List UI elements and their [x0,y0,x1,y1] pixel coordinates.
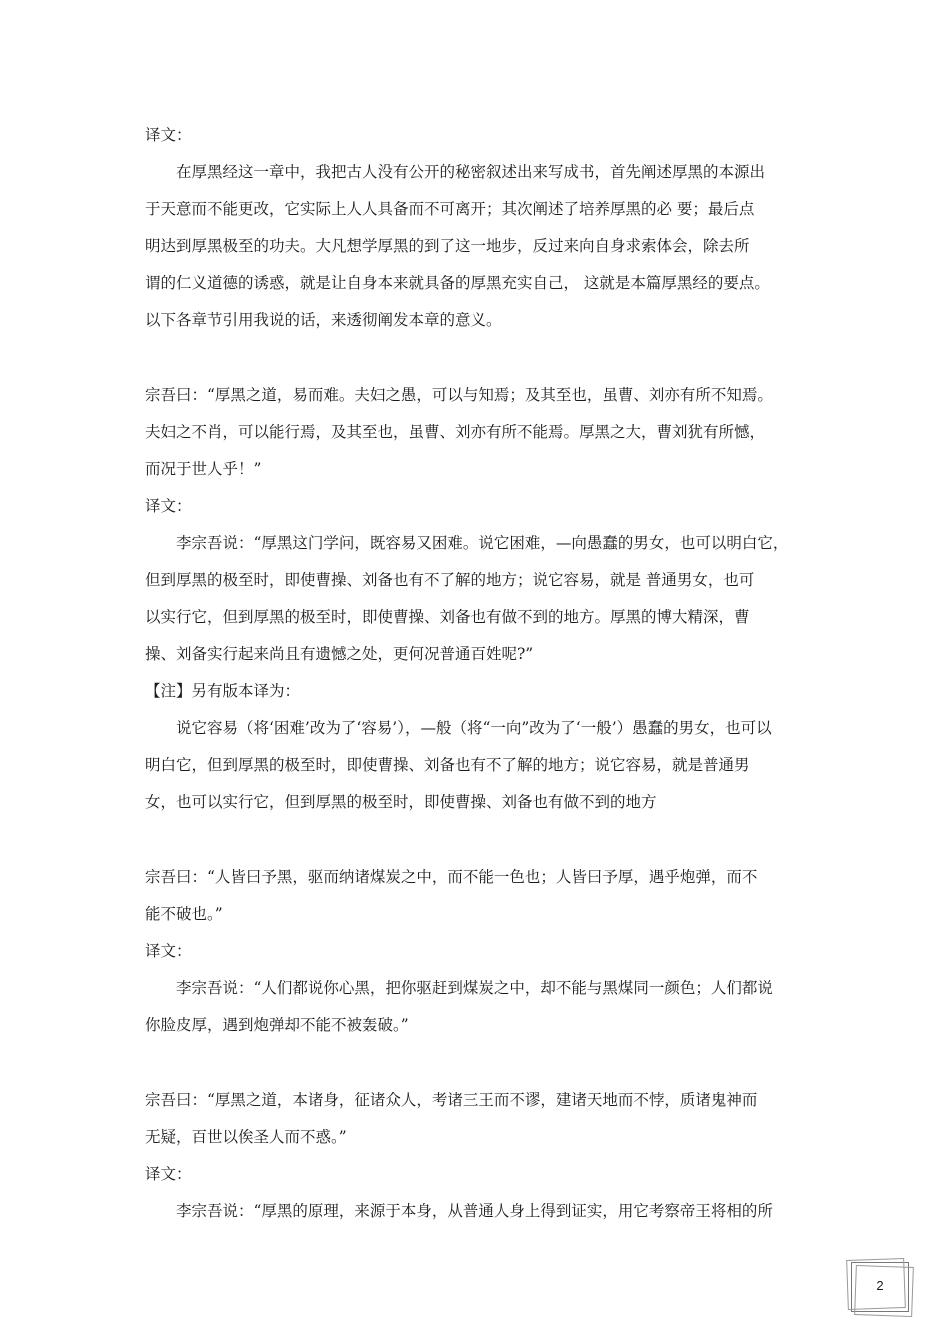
text-line: 以下各章节引用我说的话，来透彻阐发本章的意义。 [145,311,502,329]
text-line: 于天意而不能更改，它实际上人人具备而不可离开；其次阐述了培养厚黑的必 要；最后点 [145,200,755,218]
text-line: 谓的仁义道德的诱惑，就是让自身本来就具备的厚黑充实自己， 这就是本篇厚黑经的要点。 [145,274,770,292]
text-line: 在厚黑经这一章中，我把古人没有公开的秘密叙述出来写成书，首先阐述厚黑的本源出 [145,163,766,181]
text-line: 说它容易（将‘困难’改为了‘容易’），—般（将“一向”改为了‘一般’）愚蠢的男女，也可以 [145,719,772,737]
text-line: 译文： [145,497,192,515]
text-line: 宗吾曰：“人皆曰予黑，驱而纳诸煤炭之中，而不能一色也；人皆曰予厚，遇乎炮弹，而不 [145,868,758,886]
text-line: 以实行它，但到厚黑的极至时，即使曹操、刘备也有做不到的地方。厚黑的博大精深，曹 [145,608,750,626]
text-line: 译文： [145,126,192,144]
text-line: 李宗吾说：“厚黑的原理，来源于本身，从普通人身上得到证实，用它考察帝王将相的所 [145,1202,773,1220]
text-line: 能不破也。” [145,905,223,923]
page-number: 2 [876,1278,884,1293]
page-number-box [851,1262,909,1312]
text-line: 李宗吾说：“厚黑这门学问，既容易又困难。说它困难，—向愚蠢的男女，也可以明白它， [145,534,789,552]
text-line: 你脸皮厚，遇到炮弹却不能不被轰破。” [145,1016,409,1034]
text-line: 宗吾曰：“厚黑之道，易而难。夫妇之愚，可以与知焉；及其至也，虽曹、刘亦有所不知焉。 [145,386,773,404]
text-line: 明达到厚黑极至的功夫。大凡想学厚黑的到了这一地步，反过来向自身求索体会，除去所 [145,237,750,255]
text-line: 操、刘备实行起来尚且有遗憾之处，更何况普通百姓呢?” [145,645,534,663]
text-line: 宗吾曰：“厚黑之道，本诸身，征诸众人，考诸三王而不谬，建诸天地而不悖，质诸鬼神而 [145,1091,758,1109]
text-line: 女，也可以实行它，但到厚黑的极至时，即使曹操、刘备也有做不到的地方 [145,793,657,811]
text-line: 夫妇之不肖，可以能行焉，及其至也，虽曹、刘亦有所不能焉。厚黑之大，曹刘犹有所憾， [145,423,766,441]
text-line: 明白它，但到厚黑的极至时，即使曹操、刘备也有不了解的地方；说它容易，就是普通男 [145,756,750,774]
text-line: 而况于世人乎！” [145,460,262,478]
text-line: 【注】另有版本译为： [145,682,301,700]
text-line: 无疑，百世以俟圣人而不惑。” [145,1128,347,1146]
text-line: 译文： [145,1165,192,1183]
text-line: 译文： [145,942,192,960]
text-line: 李宗吾说：“人们都说你心黑，把你驱赶到煤炭之中，却不能与黑煤同一颜色；人们都说 [145,979,773,997]
text-line: 但到厚黑的极至时，即使曹操、刘备也有不了解的地方；说它容易，就是 普通男女，也可 [145,571,755,589]
